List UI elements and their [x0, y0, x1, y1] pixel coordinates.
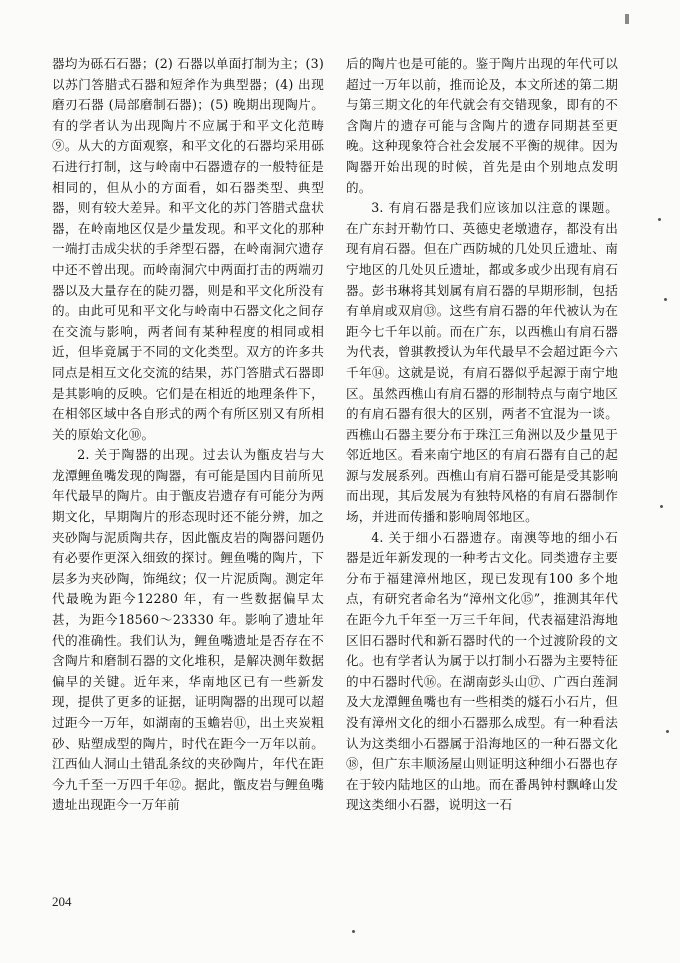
scan-speck	[664, 298, 667, 301]
scan-speck	[352, 930, 355, 933]
scan-speck	[666, 730, 669, 733]
paragraph: 器均为砾石石器；(2) 石器以单面打制为主；(3) 以苏门答腊式石器和短斧作为典型器；(4) 出现磨刃石器 (局部磨制石器)；(5) 晚期出现陶片。有的学者认为出现陶片不应属于和平文化范畴⑨。从大的方面观察，和平文化的石器均采用砾石进行打制，这与岭南中石器遗存的一般特征是相同的，但从小的方面看，如石器类型、典型器，则有较大差异。和平文化的苏门答腊式盘状器，在岭南地区仅是少量发现。和平文化的那种一端打击成尖状的手斧型石器，在岭南洞穴遗存中还不曾出现。而岭南洞穴中两面打击的两端刃器以及大量存在的陡刃器，则是和平文化所没有的。由此可见和平文化与岭南中石器文化之间存在交流与影响，两者间有某种程度的相同或相近，但毕竟属于不同的文化类型。双方的许多共同点是相互文化交流的结果，苏门答腊式石器即是其影响的反映。它们是在相近的地理条件下，在相邻区域中各自形式的两个有所区别又有所相关的原始文化⑩。	[52, 56, 324, 442]
paragraph: 4. 关于细小石器遗存。南澳等地的细小石器是近年新发现的一种考古文化。同类遗存主要分布于福建漳州地区，现已发现有100 多个地点，有研究者命名为“漳州文化⑮”，推测其年代在距今九千年至一万三千年间，代表福建沿海地区旧石器时代和新石器时代的一个过渡阶段的文化。也有学者认为属于以打制小石器为主要特征的中石器时代⑯。在湖南彭头山⑰、广西白莲洞及大龙潭鲤鱼嘴也有一些相类的燧石小石片，但没有漳州文化的细小石器那么成型。有一种看法认为这类细小石器属于沿海地区的一种石器文化⑱，但广东丰顺汤屋山则证明这种细小石器也存在于较内陆地区的山地。而在番禺钟村飘峰山发现这类细小石器，说明这一石	[346, 529, 618, 813]
right-column	[346, 54, 618, 816]
scan-speck	[658, 218, 661, 221]
paragraph: 2. 关于陶器的出现。过去认为甑皮岩与大龙潭鲤鱼嘴发现的陶器，有可能是国内目前所见年代最早的陶片。由于甑皮岩遗存有可能分为两期文化，早期陶片的形态现时还不能分辨，加之夹砂陶与泥质陶共存，因此甑皮岩的陶器问题仍有必要作更深入细致的探讨。鲤鱼嘴的陶片，下层多为夹砂陶，饰绳纹；仅一片泥质陶。测定年代最晚为距今12280 年，有一些数据偏早太甚，为距今18560～23330 年。影响了遗址年代的准确性。我们认为，鲤鱼嘴遗址是否存在不含陶片和磨制石器的文化堆积，是解决测年数据偏早的关键。近年来，华南地区已有一些新发现，提供了更多的证据，证明陶器的出现可以超过距今一万年，如湖南的玉蟾岩⑪，出土夹炭粗砂、贴塑成型的陶片，时代在距今一万年以前。江西仙人洞山土错乱条纹的夹砂陶片，年代在距今九千至一万四千年⑫。据此，甑皮岩与鲤鱼嘴遗址出现距今一万年前	[52, 447, 324, 813]
page-number: 204	[52, 894, 72, 909]
paragraph: 后的陶片也是可能的。鉴于陶片出现的年代可以超过一万年以前，推而论及，本文所述的第二期与第三期文化的年代就会有交错现象，即有的不含陶片的遗存可能与含陶片的遗存同期甚至更晚。这种现象符合社会发展不平衡的规律。因为陶器开始出现的时候，首先是由个别地点发明的。	[346, 56, 618, 195]
paragraph: 3. 有肩石器是我们应该加以注意的课题。在广东封开勒竹口、英德史老墩遗存，都没有出现有肩石器。但在广西防城的几处贝丘遗址、南宁地区的几处贝丘遗址，都或多或少出现有肩石器。彭书琳将其划属有肩石器的早期形制，包括有单肩或双肩⑬。这些有肩石器的年代被认为在距今七千年以前。而在广东，以西樵山有肩石器为代表，曾骐教授认为年代最早不会超过距今六千年⑭。这就是说，有肩石器似乎起源于南宁地区。虽然西樵山有肩石器的形制特点与南宁地区的有肩石器有很大的区别，两者不宜混为一谈。西樵山石器主要分布于珠江三角洲以及少量见于邻近地区。看来南宁地区的有肩石器有自己的起源与发展系列。西樵山有肩石器可能是受其影响而出现，其后发展为有独特风格的有肩石器制作场，并进而传播和影响周邻地区。	[346, 200, 618, 525]
scan-mark	[625, 14, 629, 24]
scan-speck	[660, 505, 663, 508]
left-column	[52, 54, 324, 816]
